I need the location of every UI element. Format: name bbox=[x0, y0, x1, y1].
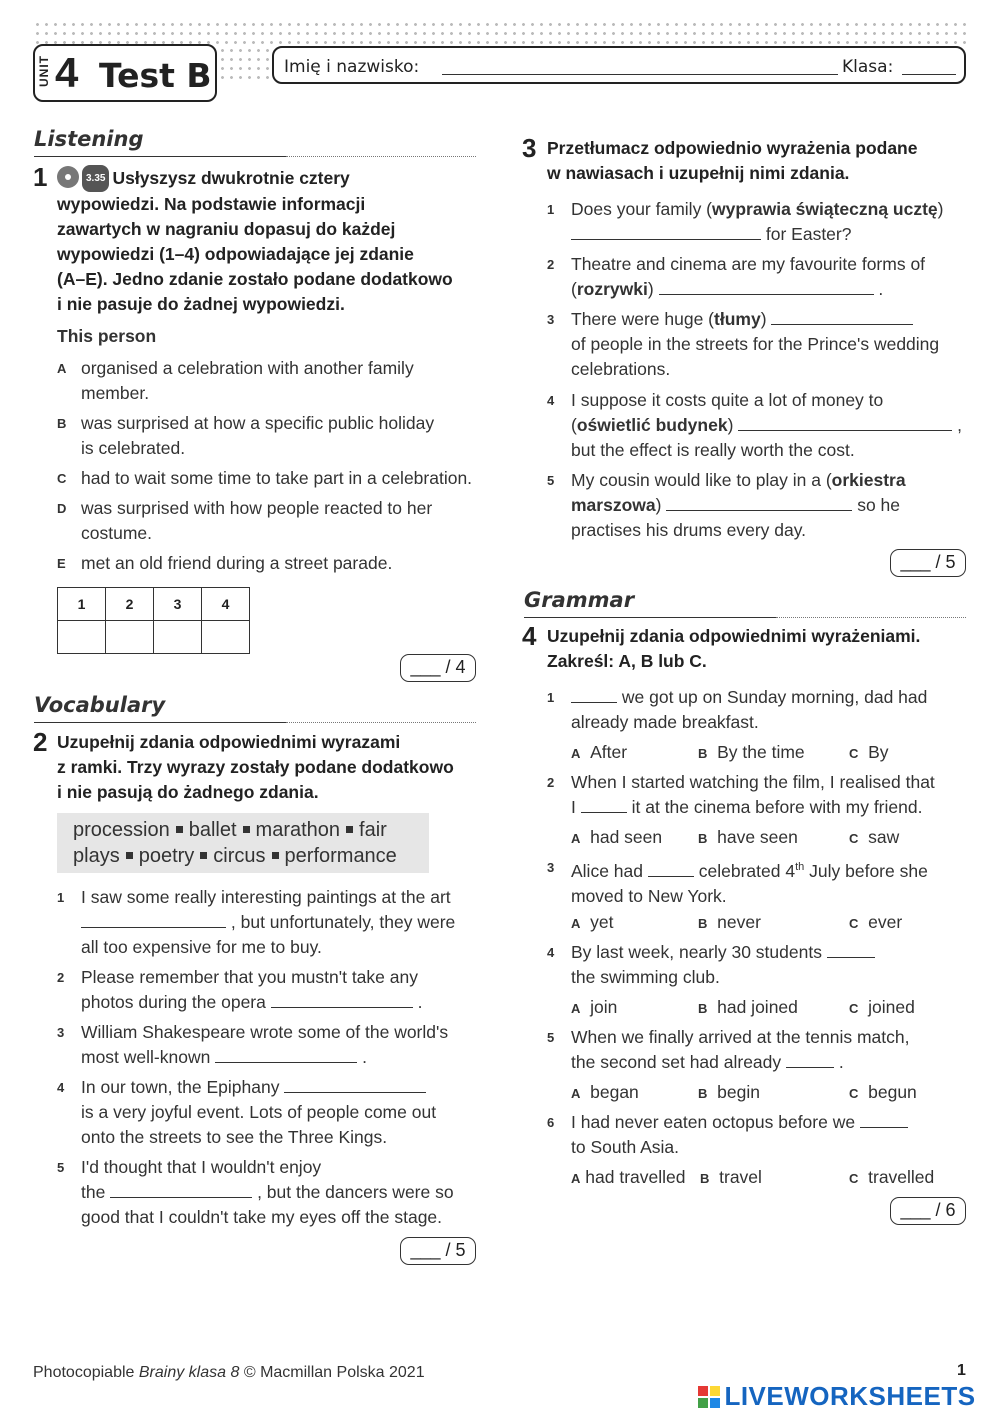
grammar-rule bbox=[524, 617, 776, 618]
translation-blank-2[interactable] bbox=[659, 294, 874, 295]
translation-blank-1[interactable] bbox=[571, 239, 761, 240]
name-field[interactable] bbox=[442, 74, 838, 75]
vocab-blank-5[interactable] bbox=[110, 1197, 252, 1198]
exercise-1-number: 1 bbox=[33, 162, 48, 192]
exercise-3-number: 3 bbox=[522, 133, 537, 163]
grammar-4-option-A[interactable]: A join bbox=[571, 997, 618, 1017]
answer-grid bbox=[57, 587, 250, 654]
listening-rule-dots bbox=[286, 156, 476, 157]
grammar-blank-4[interactable] bbox=[827, 957, 875, 958]
grammar-5-option-A[interactable]: A began bbox=[571, 1082, 639, 1102]
translation-item-5: 5 My cousin would like to play in a (orkiestra marszowa) so he practises his drums every day. bbox=[547, 470, 906, 540]
vocab-blank-3[interactable] bbox=[215, 1062, 357, 1063]
unit-label: UNIT bbox=[37, 55, 51, 87]
page-number: 1 bbox=[957, 1362, 966, 1379]
grid-header-2: 2 bbox=[106, 588, 154, 621]
grammar-6-option-A[interactable]: A had travelled bbox=[571, 1167, 686, 1187]
vocab-item-3: 3 William Shakespeare wrote some of the world's most well-known . bbox=[57, 1022, 449, 1067]
grammar-6-option-C[interactable]: C travelled bbox=[849, 1167, 935, 1187]
grammar-item-5: 5 When we finally arrived at the tennis match, the second set had already . A began B begin C begun bbox=[547, 1025, 977, 1110]
vocabulary-rule bbox=[34, 722, 286, 723]
vocab-item-5: 5 I'd thought that I wouldn't enjoy the , but the dancers were so good that I couldn't take my eyes off the stage. bbox=[57, 1157, 454, 1227]
grid-answer-4[interactable] bbox=[202, 621, 250, 654]
grammar-items bbox=[547, 685, 977, 1195]
translation-item-3: 3 There were huge (tłumy) of people in the streets for the Prince's wedding celebrations. bbox=[547, 309, 940, 379]
student-info-box bbox=[272, 46, 966, 84]
audio-cd-icon[interactable] bbox=[57, 166, 79, 188]
grammar-4-option-C[interactable]: C joined bbox=[849, 997, 915, 1017]
liveworksheets-logo-icon bbox=[698, 1386, 720, 1408]
vocabulary-heading: Vocabulary bbox=[34, 693, 166, 717]
grid-header-1: 1 bbox=[58, 588, 106, 621]
translation-blank-5[interactable] bbox=[666, 510, 852, 511]
unit-title-box bbox=[33, 44, 217, 102]
word: performance bbox=[284, 845, 397, 867]
word: circus bbox=[213, 845, 266, 867]
grammar-blank-3[interactable] bbox=[648, 876, 694, 877]
liveworksheets-logo[interactable]: LIVEWORKSHEETS bbox=[698, 1381, 976, 1412]
exercise-4-number: 4 bbox=[522, 621, 537, 651]
word: fair bbox=[359, 819, 387, 841]
word: procession bbox=[73, 819, 170, 841]
grammar-5-option-C[interactable]: C begun bbox=[849, 1082, 917, 1102]
header-dot-pattern-mid bbox=[218, 46, 270, 80]
grid-answer-3[interactable] bbox=[154, 621, 202, 654]
footer-copyright: Photocopiable Brainy klasa 8 © Macmillan Polska 2021 bbox=[33, 1364, 425, 1381]
vocab-item-4: 4 In our town, the Epiphany is a very joyful event. Lots of people come out onto the streets to see the Three Kings. bbox=[57, 1077, 437, 1147]
translation-item-4: 4 I suppose it costs quite a lot of money to (oświetlić budynek) , but the effect is really worth the cost. bbox=[547, 390, 963, 460]
grammar-score: ___ / 6 bbox=[890, 1197, 966, 1225]
grammar-heading: Grammar bbox=[524, 588, 635, 612]
grid-answer-2[interactable] bbox=[106, 621, 154, 654]
grammar-3-option-C[interactable]: C ever bbox=[849, 912, 903, 932]
word: poetry bbox=[138, 845, 195, 867]
header-dot-pattern bbox=[33, 20, 967, 45]
test-title: Test B bbox=[99, 56, 212, 95]
grid-header-4: 4 bbox=[202, 588, 250, 621]
exercise-2-number: 2 bbox=[33, 727, 48, 757]
grammar-blank-6[interactable] bbox=[860, 1127, 908, 1128]
grammar-3-option-B[interactable]: B never bbox=[698, 912, 761, 932]
vocab-blank-4[interactable] bbox=[284, 1092, 426, 1093]
class-label: Klasa: bbox=[842, 57, 894, 77]
grammar-4-option-B[interactable]: B had joined bbox=[698, 997, 798, 1017]
word: ballet bbox=[188, 819, 237, 841]
word-box bbox=[57, 813, 429, 873]
vocab-blank-1[interactable] bbox=[81, 927, 226, 928]
grammar-item-6: 6 I had never eaten octopus before we to South Asia. A had travelled B travel C travelled bbox=[547, 1110, 977, 1195]
listening-score: ___ / 4 bbox=[400, 654, 476, 682]
listening-option-C: C had to wait some time to take part in a celebration. bbox=[57, 468, 473, 488]
grammar-rule-dots bbox=[776, 617, 966, 618]
translation-blank-3[interactable] bbox=[771, 324, 913, 325]
grammar-2-option-C[interactable]: C saw bbox=[849, 827, 900, 847]
grammar-1-option-C[interactable]: C By bbox=[849, 742, 889, 762]
listening-rule bbox=[34, 156, 286, 157]
listening-option-B: B was surprised at how a specific public holiday is celebrated. bbox=[57, 413, 435, 458]
listening-option-E: E met an old friend during a street parade. bbox=[57, 553, 393, 573]
vocabulary-items bbox=[57, 885, 482, 1235]
exercise-4-instruction: Uzupełnij zdania odpowiednimi wyrażeniami. Zakreśl: A, B lub C. bbox=[547, 626, 921, 671]
grammar-blank-2[interactable] bbox=[581, 812, 627, 813]
grammar-blank-1[interactable] bbox=[571, 702, 617, 703]
vocabulary-score: ___ / 5 bbox=[400, 1237, 476, 1265]
track-number: 3.35 bbox=[82, 165, 109, 192]
vocab-blank-2[interactable] bbox=[271, 1007, 413, 1008]
listening-options bbox=[57, 356, 482, 581]
name-label: Imię i nazwisko: bbox=[284, 57, 420, 77]
grammar-3-option-A[interactable]: A yet bbox=[571, 912, 614, 932]
word: plays bbox=[73, 845, 120, 867]
grammar-1-option-A[interactable]: A After bbox=[571, 742, 628, 762]
exercise-2-instruction: Uzupełnij zdania odpowiednimi wyrazami z ramki. Trzy wyrazy zostały podane dodatkowo i nie pasują do żadnego zdania. bbox=[57, 732, 454, 802]
listening-option-D: D was surprised with how people reacted to her costume. bbox=[57, 498, 433, 543]
translation-blank-4[interactable] bbox=[738, 430, 952, 431]
grammar-item-4: 4 By last week, nearly 30 students the swimming club. A join B had joined C joined bbox=[547, 940, 977, 1025]
grammar-5-option-B[interactable]: B begin bbox=[698, 1082, 760, 1102]
grammar-item-3: 3 Alice had celebrated 4th July before she moved to New York. A yet B never C ever bbox=[547, 855, 977, 940]
vocab-item-1: 1 I saw some really interesting paintings at the art , but unfortunately, they were all too expensive for me to buy. bbox=[57, 887, 456, 957]
class-field[interactable] bbox=[902, 74, 956, 75]
translation-items bbox=[547, 197, 977, 548]
unit-number: 4 bbox=[55, 49, 79, 96]
listening-heading: Listening bbox=[34, 127, 144, 151]
exercise-3-instruction: Przetłumacz odpowiednio wyrażenia podane w nawiasach i uzupełnij nimi zdania. bbox=[547, 138, 918, 183]
grammar-1-option-B[interactable]: B By the time bbox=[698, 742, 805, 762]
grammar-6-option-B[interactable]: B travel bbox=[700, 1167, 762, 1187]
grammar-item-1: 1 we got up on Sunday morning, dad had already made breakfast. A After B By the time C By bbox=[547, 685, 977, 770]
this-person-subheading: This person bbox=[57, 326, 157, 346]
vocabulary-rule-dots bbox=[286, 722, 476, 723]
grammar-2-option-B[interactable]: B have seen bbox=[698, 827, 798, 847]
exercise-1-instruction: 3.35 Usłyszysz dwukrotnie cztery wypowiedzi. Na podstawie informacji zawartych w nagraniu dopasuj do każdej wypowiedzi (1–4) odpowiadające jej zdanie (A–E). Jedno zdanie zostało podane dodatkowo i nie pasuje do żadnej wypowiedzi. bbox=[57, 165, 482, 317]
translation-item-1: 1 Does your family (wyprawia świąteczną ucztę) for Easter? bbox=[547, 199, 944, 244]
vocab-item-2: 2 Please remember that you mustn't take any photos during the opera . bbox=[57, 967, 423, 1012]
translation-score: ___ / 5 bbox=[890, 549, 966, 577]
grammar-item-2: 2 When I started watching the film, I realised that I it at the cinema before with my friend. A had seen B have seen C saw bbox=[547, 770, 977, 855]
listening-option-A: A organised a celebration with another family member. bbox=[57, 358, 414, 403]
word: marathon bbox=[255, 819, 341, 841]
grid-answer-1[interactable] bbox=[58, 621, 106, 654]
grid-header-3: 3 bbox=[154, 588, 202, 621]
grammar-2-option-A[interactable]: A had seen bbox=[571, 827, 663, 847]
grammar-blank-5[interactable] bbox=[786, 1067, 834, 1068]
translation-item-2: 2 Theatre and cinema are my favourite forms of (rozrywki) . bbox=[547, 254, 926, 299]
